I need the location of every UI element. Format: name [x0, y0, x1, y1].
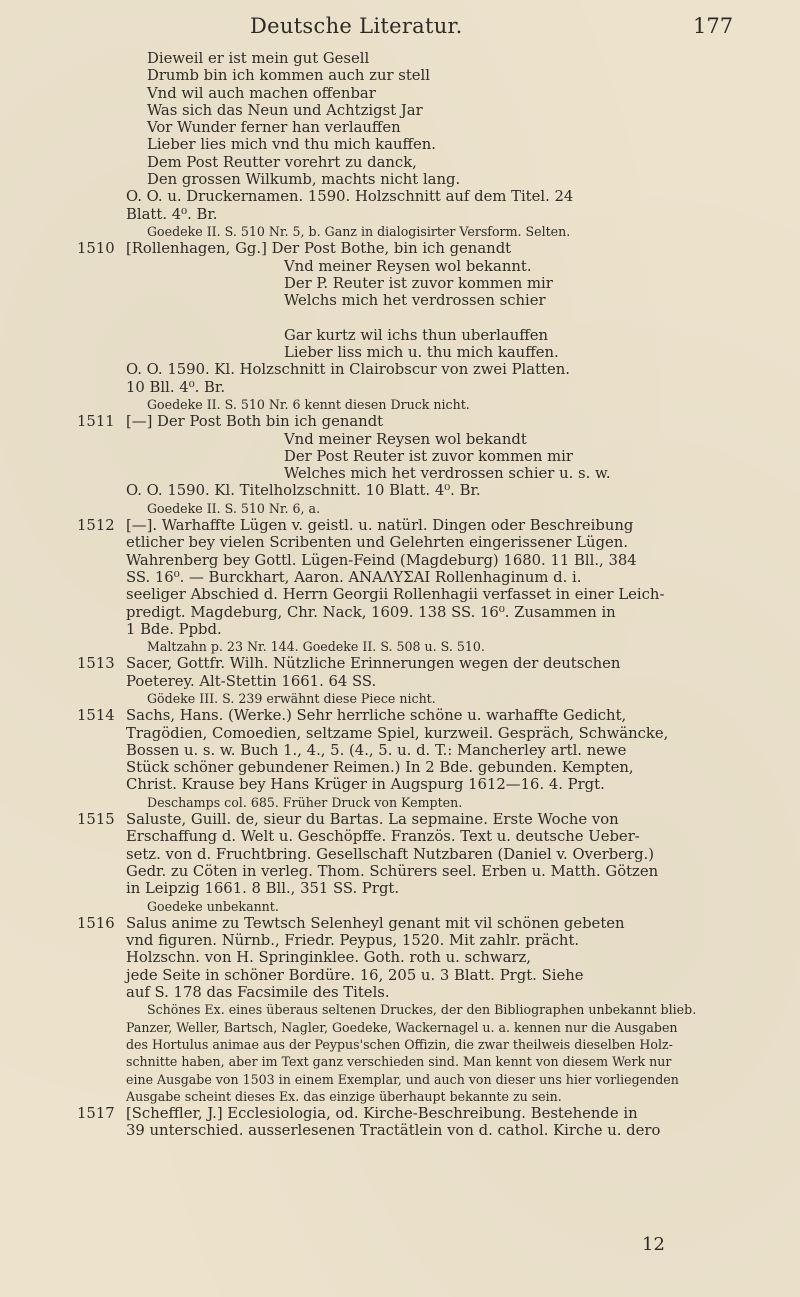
text-line: [0, 154, 800, 171]
line-text: Welches mich het verdrossen schier u. s. w.: [284, 465, 611, 483]
page-header: [0, 14, 800, 44]
text-line: [0, 604, 800, 621]
line-text: Christ. Krause bey Hans Krüger in Augspurg 1612—16. 4. Prgt.: [126, 776, 605, 794]
line-text: Deschamps col. 685. Früher Druck von Kempten.: [147, 794, 463, 810]
text-line: [0, 846, 800, 863]
line-text: auf S. 178 das Facsimile des Titels.: [126, 984, 390, 1002]
text-line: [0, 1019, 800, 1036]
line-text: Lieber lies mich vnd thu mich kauffen.: [147, 136, 437, 154]
line-text: setz. von d. Fruchtbring. Gesellschaft Nutzbaren (Daniel v. Overberg.): [126, 845, 655, 863]
line-text: Stück schöner gebundener Reimen.) In 2 Bde. gebunden. Kempten,: [126, 759, 634, 777]
entry-line-numbered: [0, 240, 800, 257]
line-text: O. O. 1590. Kl. Holzschnitt in Clairobscur von zwei Platten.: [126, 361, 570, 379]
line-text: Gedr. zu Cöten in verleg. Thom. Schürers seel. Erben u. Matth. Götzen: [126, 862, 659, 880]
line-text: Holzschn. von H. Springinklee. Goth. roth u. schwarz,: [126, 949, 531, 967]
line-text: 10 Bll. 4⁰. Br.: [126, 378, 226, 396]
text-line: [0, 188, 800, 205]
text-line: [0, 344, 800, 361]
text-line: [0, 119, 800, 136]
line-text: Der Post Reuter ist zuvor kommen mir: [284, 447, 573, 465]
text-line: [0, 67, 800, 84]
text-line: [0, 431, 800, 448]
line-text: schnitte haben, aber im Text ganz verschieden sind. Man kennt von diesem Werk nur: [126, 1054, 672, 1070]
line-text: etlicher bey vielen Scribenten und Gelehrten eingerissener Lügen.: [126, 534, 629, 552]
text-line: [0, 898, 800, 915]
text-line: [0, 223, 800, 240]
text-line: [0, 949, 800, 966]
line-text: O. O. u. Druckernamen. 1590. Holzschnitt auf dem Titel. 24: [126, 188, 574, 206]
entry-number: 1512: [77, 517, 115, 535]
text-line: [0, 206, 800, 223]
text-line: [0, 586, 800, 603]
text-line: [0, 690, 800, 707]
line-text: Sacer, Gottfr. Wilh. Nützliche Erinnerungen wegen der deutschen: [126, 655, 621, 673]
page-number: 177: [693, 14, 734, 38]
line-text: Der P. Reuter ist zuvor kommen mir: [284, 274, 553, 292]
text-line: [0, 863, 800, 880]
text-line: [0, 742, 800, 759]
line-text: [—]. Warhaffte Lügen v. geistl. u. natürl. Dingen oder Beschreibung: [126, 517, 634, 535]
line-text: Dem Post Reutter vorehrt zu danck,: [147, 153, 417, 171]
text-line: [0, 534, 800, 551]
text-line: [0, 621, 800, 638]
text-line: [0, 171, 800, 188]
line-text: Gödeke III. S. 239 erwähnt diese Piece nicht.: [147, 690, 436, 706]
line-text: Goedeke II. S. 510 Nr. 6, a.: [147, 500, 321, 516]
line-text: Blatt. 4⁰. Br.: [126, 205, 218, 223]
entry-line-numbered: [0, 655, 800, 672]
text-line: [0, 880, 800, 897]
text-line: [0, 776, 800, 793]
entry-number: 1515: [77, 811, 115, 829]
line-text: Vnd meiner Reysen wol bekannt.: [284, 257, 532, 275]
entry-number: 1514: [77, 707, 115, 725]
line-text: predigt. Magdeburg, Chr. Nack, 1609. 138 SS. 16⁰. Zusammen in: [126, 603, 616, 621]
line-text: des Hortulus animae aus der Peypus'schen Offizin, die zwar theilweis dieselben Holz-: [126, 1036, 673, 1052]
line-text: Schönes Ex. eines überaus seltenen Druckes, der den Bibliographen unbekannt blieb.: [147, 1002, 697, 1018]
text-line: [0, 759, 800, 776]
text-line: [0, 327, 800, 344]
text-line: [0, 673, 800, 690]
line-text: in Leipzig 1661. 8 Bll., 351 SS. Prgt.: [126, 880, 400, 898]
text-line: [0, 361, 800, 378]
text-line: [0, 828, 800, 845]
text-line: [0, 552, 800, 569]
text-line: [0, 1071, 800, 1088]
text-line: [0, 1036, 800, 1053]
line-text: Den grossen Wilkumb, machts nicht lang.: [147, 171, 461, 189]
entry-line-numbered: [0, 811, 800, 828]
entry-number: 1513: [77, 655, 115, 673]
entry-number: 1516: [77, 914, 115, 932]
entry-line-numbered: [0, 1105, 800, 1122]
line-text: vnd figuren. Nürnb., Friedr. Peypus, 1520. Mit zahlr. prächt.: [126, 932, 580, 950]
line-text: Erschaffung d. Welt u. Geschöpffe. Französ. Text u. deutsche Ueber-: [126, 828, 640, 846]
entry-line-numbered: [0, 517, 800, 534]
line-text: Panzer, Weller, Bartsch, Nagler, Goedeke, Wackernagel u. a. kennen nur die Ausgaben: [126, 1019, 678, 1035]
text-line: [0, 984, 800, 1001]
text-line: [0, 932, 800, 949]
text-line: [0, 794, 800, 811]
line-text: Bossen u. s. w. Buch 1., 4., 5. (4., 5. u. d. T.: Mancherley artl. newe: [126, 741, 627, 759]
text-line: [0, 1088, 800, 1105]
line-text: SS. 16⁰. — Burckhart, Aaron. ΑΝΑΛΥΣΑΙ Rollenhaginum d. i.: [126, 568, 582, 586]
line-text: Drumb bin ich kommen auch zur stell: [147, 67, 431, 85]
line-text: seeliger Abschied d. Herrn Georgii Rollenhagii verfasset in einer Leich-: [126, 586, 665, 604]
line-text: Dieweil er ist mein gut Gesell: [147, 50, 370, 67]
entry-line-numbered: [0, 707, 800, 724]
line-text: Sachs, Hans. (Werke.) Sehr herrliche schöne u. warhaffte Gedicht,: [126, 707, 627, 725]
text-line: [0, 379, 800, 396]
text-line: [0, 500, 800, 517]
line-text: Vnd wil auch machen offenbar: [147, 84, 376, 102]
line-text: Vor Wunder ferner han verlauffen: [147, 119, 401, 137]
text-line: [0, 1053, 800, 1070]
line-text: Goedeke II. S. 510 Nr. 6 kennt diesen Druck nicht.: [147, 396, 470, 412]
entry-number: 1510: [77, 240, 115, 258]
line-text: Wahrenberg bey Gottl. Lügen-Feind (Magdeburg) 1680. 11 Bll., 384: [126, 551, 637, 569]
text-line: [0, 569, 800, 586]
line-text: Maltzahn p. 23 Nr. 144. Goedeke II. S. 508 u. S. 510.: [147, 639, 485, 655]
text-line: [0, 396, 800, 413]
line-text: Goedeke unbekannt.: [147, 898, 279, 914]
line-text: Vnd meiner Reysen wol bekandt: [284, 430, 527, 448]
line-text: 39 unterschied. ausserlesenen Tractätlein von d. cathol. Kirche u. dero: [126, 1122, 661, 1140]
text-line: [0, 638, 800, 655]
text-line: [0, 309, 800, 326]
printer-signature: 12: [642, 1234, 665, 1255]
text-line: [0, 725, 800, 742]
line-text: Salus anime zu Tewtsch Selenheyl genant mit vil schönen gebeten: [126, 914, 625, 932]
line-text: jede Seite in schöner Bordüre. 16, 205 u. 3 Blatt. Prgt. Siehe: [126, 966, 584, 984]
running-head: Deutsche Literatur.: [250, 14, 463, 38]
line-text: [—] Der Post Both bin ich genandt: [126, 413, 384, 431]
text-line: [0, 136, 800, 153]
text-line: [0, 482, 800, 499]
line-text: Welchs mich het verdrossen schier: [284, 292, 546, 310]
text-line: [0, 50, 800, 67]
line-text: Poeterey. Alt-Stettin 1661. 64 SS.: [126, 672, 377, 690]
line-text: Tragödien, Comoedien, seltzame Spiel, kurzweil. Gespräch, Schwäncke,: [126, 724, 669, 742]
text-line: [0, 292, 800, 309]
line-text: Gar kurtz wil ichs thun uberlauffen: [284, 326, 549, 344]
catalog-text: [0, 50, 800, 1140]
line-text: [Scheffler, J.] Ecclesiologia, od. Kirche-Beschreibung. Bestehende in: [126, 1105, 638, 1123]
entry-line-numbered: [0, 413, 800, 430]
entry-number: 1511: [77, 413, 115, 431]
text-line: [0, 275, 800, 292]
line-text: [Rollenhagen, Gg.] Der Post Bothe, bin ich genandt: [126, 240, 512, 258]
line-text: Ausgabe scheint dieses Ex. das einzige überhaupt bekannte zu sein.: [126, 1088, 562, 1104]
line-text: Saluste, Guill. de, sieur du Bartas. La sepmaine. Erste Woche von: [126, 811, 619, 829]
line-text: eine Ausgabe von 1503 in einem Exemplar, und auch von dieser uns hier vorliegenden: [126, 1071, 679, 1087]
text-line: [0, 448, 800, 465]
text-line: [0, 1001, 800, 1018]
line-text: Goedeke II. S. 510 Nr. 5, b. Ganz in dialogisirter Versform. Selten.: [147, 223, 571, 239]
text-line: [0, 1122, 800, 1139]
text-line: [0, 258, 800, 275]
text-line: [0, 85, 800, 102]
entry-line-numbered: [0, 915, 800, 932]
entry-number: 1517: [77, 1105, 115, 1123]
text-line: [0, 967, 800, 984]
line-text: Was sich das Neun und Achtzigst Jar: [147, 101, 423, 119]
line-text: 1 Bde. Ppbd.: [126, 620, 222, 638]
text-line: [0, 465, 800, 482]
line-text: O. O. 1590. Kl. Titelholzschnitt. 10 Blatt. 4⁰. Br.: [126, 482, 481, 500]
line-text: Lieber liss mich u. thu mich kauffen.: [284, 344, 559, 362]
text-line: [0, 102, 800, 119]
